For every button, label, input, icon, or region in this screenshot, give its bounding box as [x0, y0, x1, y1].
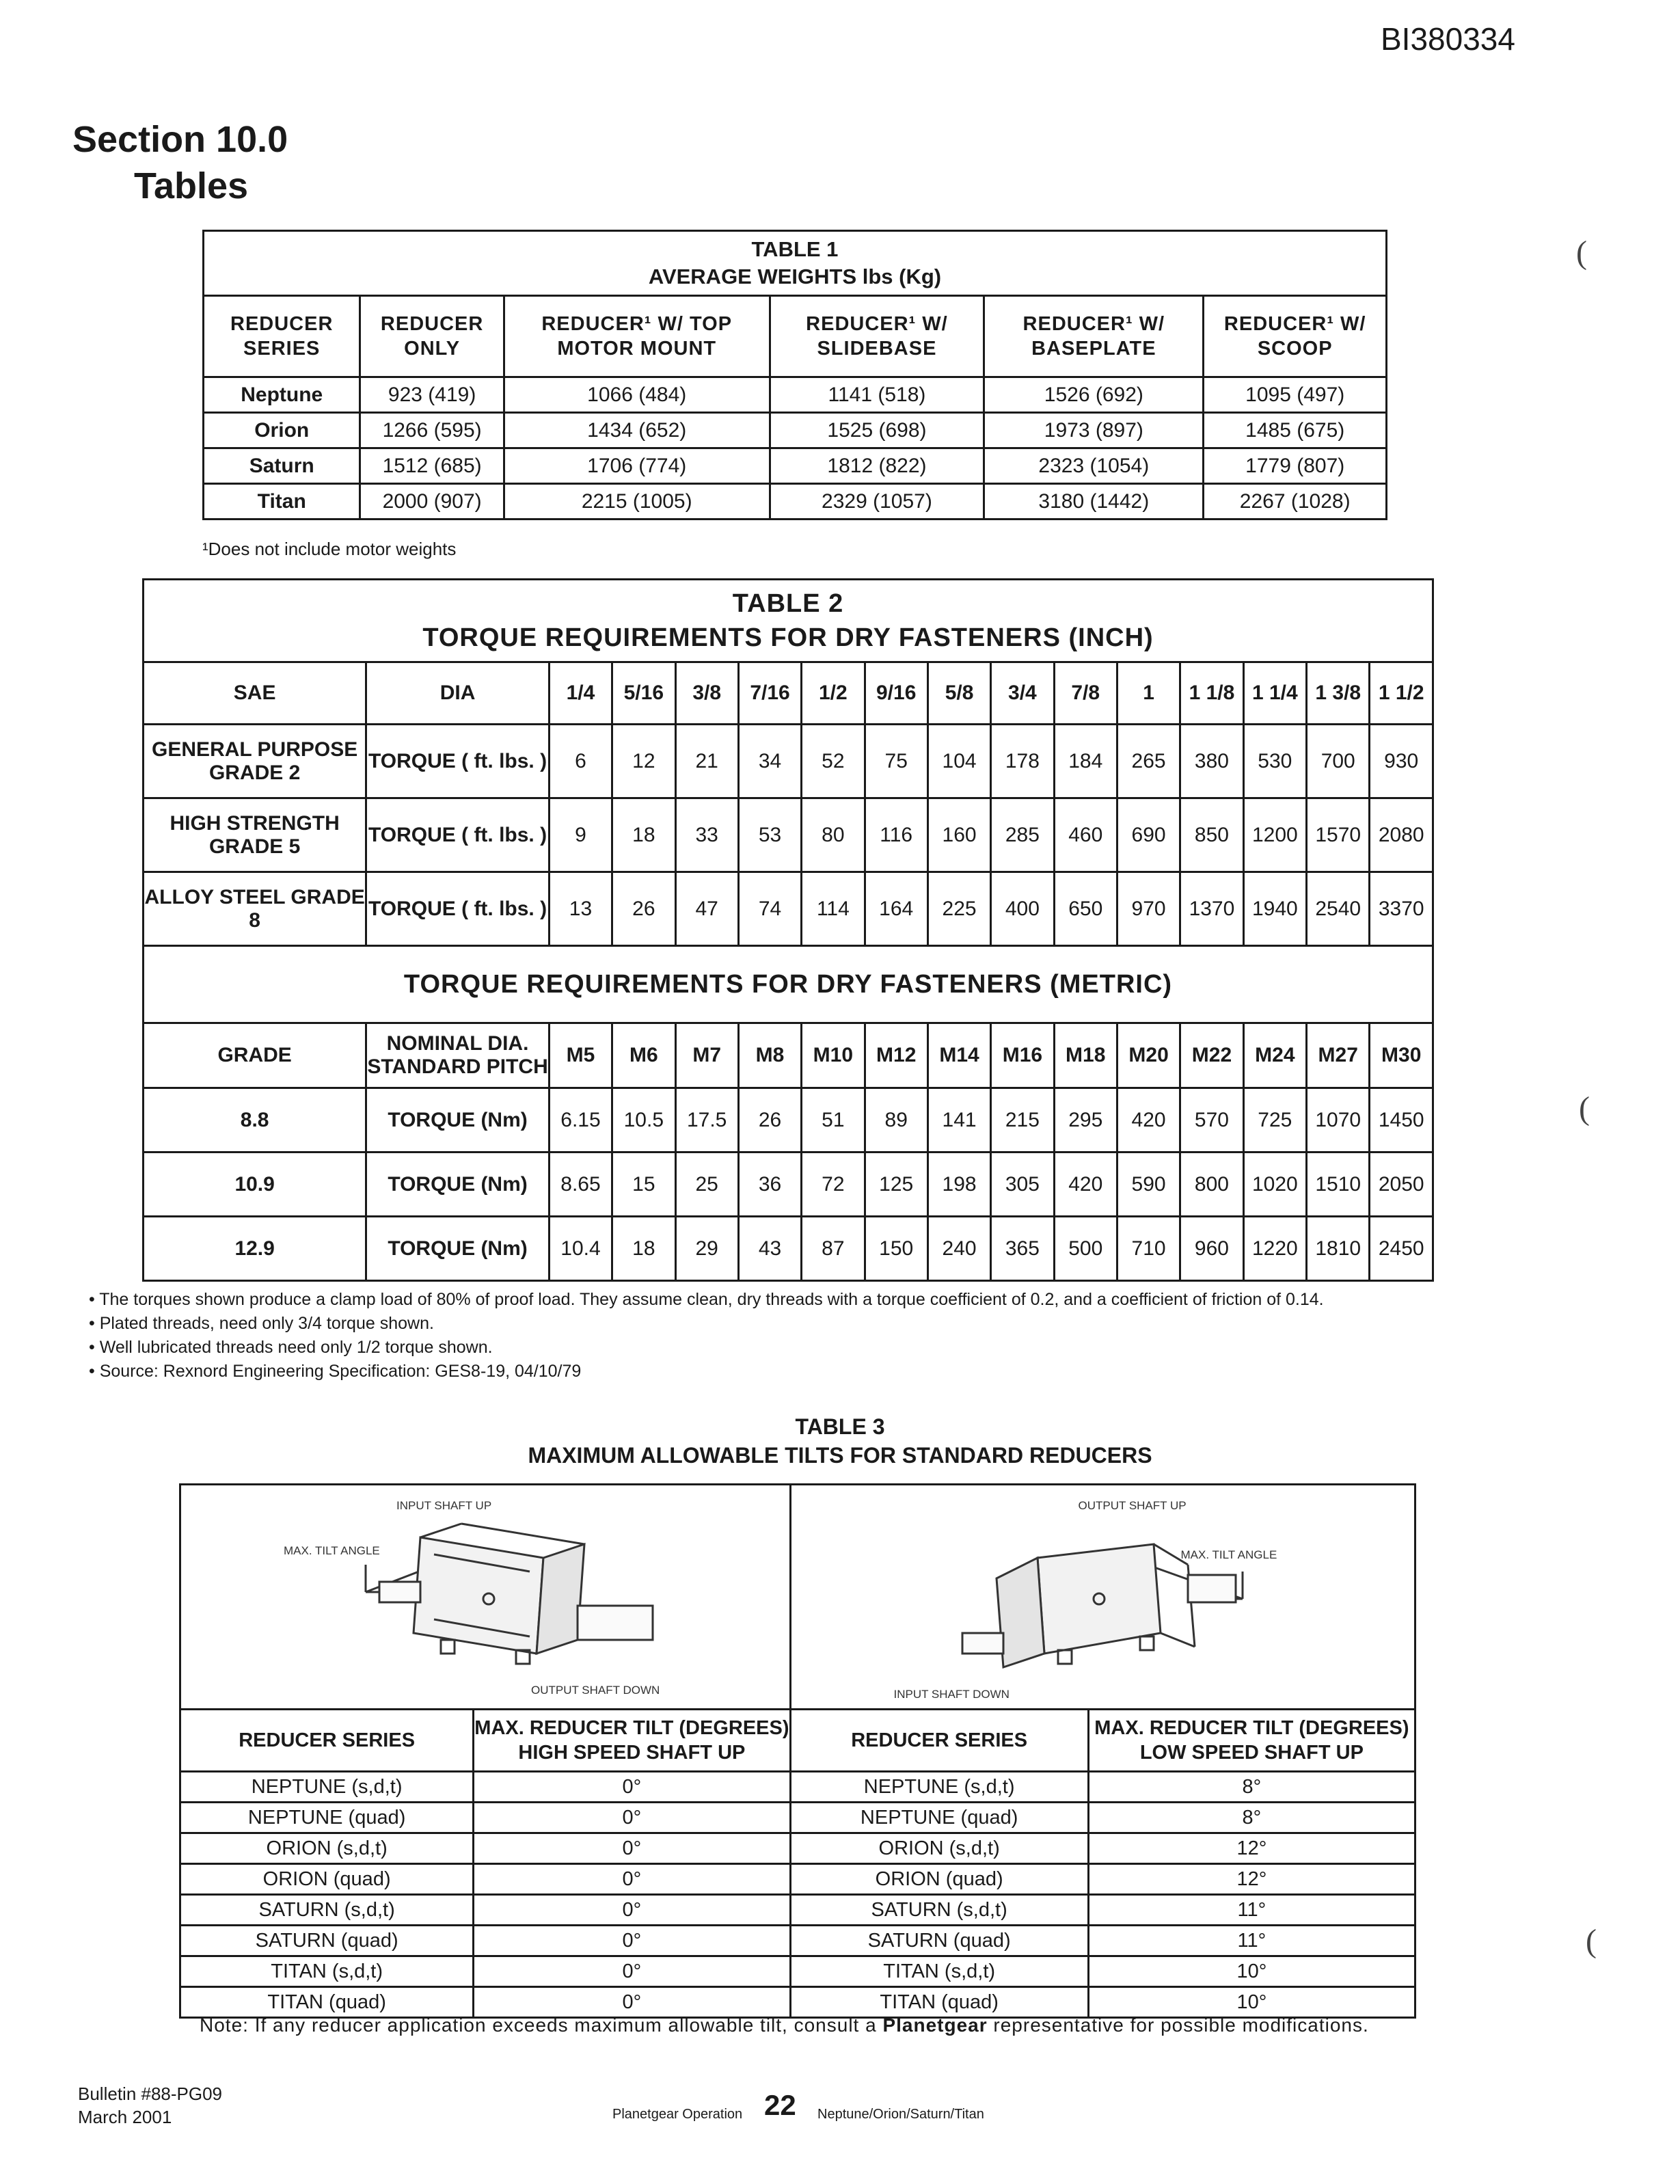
table-cell: 1512 (685) [360, 448, 504, 484]
row-label: TORQUE ( ft. lbs. ) [366, 872, 550, 946]
column-header: M8 [738, 1023, 801, 1088]
document-id: BI380334 [1381, 21, 1515, 57]
figure-label: OUTPUT SHAFT UP [1078, 1499, 1187, 1512]
table-row [180, 1864, 1415, 1895]
column-header: REDUCER¹ W/ SLIDEBASE [770, 296, 984, 377]
table1-caption-title: AVERAGE WEIGHTS lbs (Kg) [648, 265, 942, 288]
table-cell: 3180 (1442) [984, 484, 1204, 520]
table-cell: 2215 (1005) [504, 484, 770, 520]
table-cell: ORION (quad) [180, 1864, 474, 1895]
row-header: 10.9 [144, 1152, 366, 1217]
footer-bulletin [78, 2082, 222, 2129]
column-header: M5 [549, 1023, 612, 1088]
table-cell: 930 [1370, 725, 1433, 798]
row-header: Titan [204, 484, 360, 520]
table-cell: NEPTUNE (quad) [790, 1803, 1088, 1833]
table-cell: 923 (419) [360, 377, 504, 413]
table-cell: 1706 (774) [504, 448, 770, 484]
table-cell: 36 [738, 1152, 801, 1217]
margin-mark: ( [1579, 1090, 1590, 1127]
table-cell: NEPTUNE (quad) [180, 1803, 474, 1833]
table-cell: 1095 (497) [1204, 377, 1387, 413]
column-header: M27 [1307, 1023, 1370, 1088]
row-header: 12.9 [144, 1217, 366, 1281]
table1-caption [204, 231, 1387, 296]
table-cell: 2450 [1370, 1217, 1433, 1281]
table-row [144, 1152, 1433, 1217]
table-cell: 15 [612, 1152, 675, 1217]
column-header: REDUCER ONLY [360, 296, 504, 377]
table-cell: NEPTUNE (s,d,t) [790, 1772, 1088, 1803]
table-cell: TITAN (s,d,t) [790, 1956, 1088, 1987]
table-cell: TITAN (s,d,t) [180, 1956, 474, 1987]
column-header: 1 1/4 [1243, 662, 1306, 725]
table-cell: 12 [612, 725, 675, 798]
table-cell: 33 [675, 798, 738, 872]
table-cell: 0° [474, 1895, 790, 1926]
row-label: TORQUE (Nm) [366, 1217, 550, 1281]
table-row [144, 1217, 1433, 1281]
table-cell: 1070 [1307, 1088, 1370, 1152]
column-header: M22 [1180, 1023, 1243, 1088]
table-cell: 1525 (698) [770, 413, 984, 448]
section-title: Section 10.0 [72, 119, 288, 160]
table-cell: 26 [738, 1088, 801, 1152]
column-header: GRADE [144, 1023, 366, 1088]
column-header: M18 [1054, 1023, 1117, 1088]
table-cell: 420 [1054, 1152, 1117, 1217]
table-cell: 1200 [1243, 798, 1306, 872]
column-header: 1 1/2 [1370, 662, 1433, 725]
table-torque-requirements [142, 578, 1434, 1282]
table-cell: 700 [1307, 725, 1370, 798]
table-cell: NEPTUNE (s,d,t) [180, 1772, 474, 1803]
table-cell: 74 [738, 872, 801, 946]
table-cell: 650 [1054, 872, 1117, 946]
table-cell: 2000 (907) [360, 484, 504, 520]
column-header: M10 [802, 1023, 865, 1088]
table-cell: 215 [991, 1088, 1054, 1152]
column-header: NOMINAL DIA. STANDARD PITCH [366, 1023, 550, 1088]
table-cell: 43 [738, 1217, 801, 1281]
table-cell: 10.4 [549, 1217, 612, 1281]
table-cell: 460 [1054, 798, 1117, 872]
bulletin-number: Bulletin #88-PG09 [78, 2084, 223, 2104]
column-header: MAX. REDUCER TILT (DEGREES) HIGH SPEED SHAFT UP [474, 1710, 790, 1772]
table-cell: 34 [738, 725, 801, 798]
bulletin-date: March 2001 [78, 2107, 172, 2127]
table-row [144, 872, 1433, 946]
table2-caption-title: TORQUE REQUIREMENTS FOR DRY FASTENERS (INCH) [422, 623, 1154, 652]
table-cell: 6.15 [549, 1088, 612, 1152]
table-cell: 1526 (692) [984, 377, 1204, 413]
table-cell: 1450 [1370, 1088, 1433, 1152]
table-cell: 18 [612, 798, 675, 872]
table-cell: 0° [474, 1803, 790, 1833]
note-item: • The torques shown produce a clamp load of 80% of proof load. They assume clean, dry threads with a torque coefficient of 0.2, and a coefficient of friction of 0.14. [89, 1290, 1324, 1309]
column-header: 5/8 [927, 662, 990, 725]
table-cell: 710 [1117, 1217, 1180, 1281]
table2-metric-caption: TORQUE REQUIREMENTS FOR DRY FASTENERS (METRIC) [144, 946, 1433, 1023]
table-cell: 0° [474, 1926, 790, 1956]
table-cell: 960 [1180, 1217, 1243, 1281]
table-cell: 380 [1180, 725, 1243, 798]
table-row [180, 1987, 1415, 2018]
table-cell: 970 [1117, 872, 1180, 946]
table-cell: 29 [675, 1217, 738, 1281]
table-cell: 240 [927, 1217, 990, 1281]
table-cell: 420 [1117, 1088, 1180, 1152]
column-header: 7/16 [738, 662, 801, 725]
figure-output-shaft-up [790, 1485, 1415, 1710]
table-cell: 12° [1088, 1864, 1415, 1895]
figure-label: INPUT SHAFT UP [396, 1499, 492, 1512]
table-cell: 1020 [1243, 1152, 1306, 1217]
table-cell: 500 [1054, 1217, 1117, 1281]
table1-caption-number: TABLE 1 [751, 237, 839, 261]
table-row [180, 1926, 1415, 1956]
column-header: 1 1/8 [1180, 662, 1243, 725]
brand-name: Planetgear [882, 2014, 988, 2036]
table-cell: 9 [549, 798, 612, 872]
table-cell: ORION (s,d,t) [180, 1833, 474, 1864]
table-cell: 198 [927, 1152, 990, 1217]
figure-input-shaft-up [180, 1485, 791, 1710]
footer-operation: Planetgear Operation [612, 2107, 743, 2122]
table-cell: 21 [675, 725, 738, 798]
table2-caption-number: TABLE 2 [732, 589, 844, 618]
table-cell: 265 [1117, 725, 1180, 798]
column-header: REDUCER SERIES [204, 296, 360, 377]
table-cell: 285 [991, 798, 1054, 872]
table-cell: 725 [1243, 1088, 1306, 1152]
table-cell: 1266 (595) [360, 413, 504, 448]
table-cell: 0° [474, 1772, 790, 1803]
table3-caption [0, 1412, 1680, 1470]
table-cell: 10° [1088, 1987, 1415, 2018]
column-header: 9/16 [865, 662, 927, 725]
table-cell: 52 [802, 725, 865, 798]
column-header: 3/8 [675, 662, 738, 725]
table-cell: 305 [991, 1152, 1054, 1217]
note-text: Note: If any reducer application exceeds maximum allowable tilt, consult a [200, 2014, 883, 2036]
table-row [204, 413, 1387, 448]
note-item: • Plated threads, need only 3/4 torque shown. [89, 1314, 434, 1333]
reducer-tilt-diagram-left [338, 1517, 694, 1681]
table-cell: 89 [865, 1088, 927, 1152]
table-row [204, 377, 1387, 413]
table-cell: 530 [1243, 725, 1306, 798]
table-cell: 141 [927, 1088, 990, 1152]
table-cell: 1973 (897) [984, 413, 1204, 448]
table-cell: 26 [612, 872, 675, 946]
table-cell: 1779 (807) [1204, 448, 1387, 484]
table-cell: 8.65 [549, 1152, 612, 1217]
table-cell: 400 [991, 872, 1054, 946]
figure-label: OUTPUT SHAFT DOWN [531, 1684, 660, 1697]
column-header: MAX. REDUCER TILT (DEGREES) LOW SPEED SHAFT UP [1088, 1710, 1415, 1772]
table3-note [200, 2014, 1369, 2036]
table-cell: SATURN (s,d,t) [180, 1895, 474, 1926]
table-row [144, 725, 1433, 798]
table-cell: 570 [1180, 1088, 1243, 1152]
row-header: ALLOY STEEL GRADE 8 [144, 872, 366, 946]
row-label: TORQUE ( ft. lbs. ) [366, 798, 550, 872]
row-label: TORQUE (Nm) [366, 1152, 550, 1217]
table-row [144, 1088, 1433, 1152]
table-row [204, 484, 1387, 520]
column-header: M6 [612, 1023, 675, 1088]
table-cell: 0° [474, 1833, 790, 1864]
table-average-weights [202, 230, 1387, 520]
table-cell: 8° [1088, 1772, 1415, 1803]
table-cell: 1220 [1243, 1217, 1306, 1281]
section-subtitle: Tables [134, 165, 249, 206]
column-header: M30 [1370, 1023, 1433, 1088]
table-cell: 800 [1180, 1152, 1243, 1217]
table-row [180, 1833, 1415, 1864]
column-header: 3/4 [991, 662, 1054, 725]
row-label: TORQUE (Nm) [366, 1088, 550, 1152]
column-header: M24 [1243, 1023, 1306, 1088]
table-cell: 225 [927, 872, 990, 946]
figure-label: INPUT SHAFT DOWN [893, 1688, 1010, 1701]
column-header: REDUCER¹ W/ BASEPLATE [984, 296, 1204, 377]
table-cell: 10.5 [612, 1088, 675, 1152]
row-header: Neptune [204, 377, 360, 413]
table-cell: 116 [865, 798, 927, 872]
table-cell: 0° [474, 1864, 790, 1895]
table-row [180, 1803, 1415, 1833]
table-cell: SATURN (quad) [790, 1926, 1088, 1956]
table-cell: 87 [802, 1217, 865, 1281]
row-header: Orion [204, 413, 360, 448]
column-header: 5/16 [612, 662, 675, 725]
row-label: TORQUE ( ft. lbs. ) [366, 725, 550, 798]
table-cell: 1485 (675) [1204, 413, 1387, 448]
table-cell: 1570 [1307, 798, 1370, 872]
table-cell: 850 [1180, 798, 1243, 872]
table3-caption-title: MAXIMUM ALLOWABLE TILTS FOR STANDARD REDUCERS [528, 1443, 1152, 1468]
table-cell: 2050 [1370, 1152, 1433, 1217]
column-header: 1 3/8 [1307, 662, 1370, 725]
table-cell: 2267 (1028) [1204, 484, 1387, 520]
table-cell: 75 [865, 725, 927, 798]
column-header: M14 [927, 1023, 990, 1088]
column-header: 7/8 [1054, 662, 1117, 725]
footer-products: Neptune/Orion/Saturn/Titan [817, 2107, 984, 2122]
table2-notes [89, 1288, 1324, 1384]
table-cell: 1434 (652) [504, 413, 770, 448]
table-cell: ORION (s,d,t) [790, 1833, 1088, 1864]
table-cell: 178 [991, 725, 1054, 798]
table3-caption-number: TABLE 3 [795, 1414, 885, 1439]
table-cell: 72 [802, 1152, 865, 1217]
table-row [204, 448, 1387, 484]
table-cell: 10° [1088, 1956, 1415, 1987]
table2-caption [144, 580, 1433, 662]
table-cell: SATURN (quad) [180, 1926, 474, 1956]
table-cell: 53 [738, 798, 801, 872]
margin-mark: ( [1576, 234, 1587, 271]
column-header: 1 [1117, 662, 1180, 725]
column-header: 1/2 [802, 662, 865, 725]
table-cell: 184 [1054, 725, 1117, 798]
table-cell: 18 [612, 1217, 675, 1281]
row-header: 8.8 [144, 1088, 366, 1152]
table-cell: 1370 [1180, 872, 1243, 946]
column-header: REDUCER SERIES [180, 1710, 474, 1772]
table-row [144, 798, 1433, 872]
row-header: HIGH STRENGTH GRADE 5 [144, 798, 366, 872]
table-max-tilts [179, 1483, 1416, 2019]
table-cell: 2080 [1370, 798, 1433, 872]
table-cell: 1510 [1307, 1152, 1370, 1217]
table-cell: 150 [865, 1217, 927, 1281]
table-cell: 1810 [1307, 1217, 1370, 1281]
table-cell: 11° [1088, 1926, 1415, 1956]
table-cell: 6 [549, 725, 612, 798]
table-cell: 2329 (1057) [770, 484, 984, 520]
table-cell: SATURN (s,d,t) [790, 1895, 1088, 1926]
row-header: Saturn [204, 448, 360, 484]
table-cell: 2540 [1307, 872, 1370, 946]
figure-label: MAX. TILT ANGLE [284, 1544, 380, 1557]
table-row [180, 1956, 1415, 1987]
table-row [180, 1772, 1415, 1803]
table-cell: 0° [474, 1987, 790, 2018]
note-text: representative for possible modifications. [987, 2014, 1369, 2036]
table-cell: 160 [927, 798, 990, 872]
table-cell: 80 [802, 798, 865, 872]
table-cell: 365 [991, 1217, 1054, 1281]
column-header: REDUCER SERIES [790, 1710, 1088, 1772]
table-cell: 25 [675, 1152, 738, 1217]
table-cell: 3370 [1370, 872, 1433, 946]
figure-label: MAX. TILT ANGLE [1180, 1548, 1277, 1561]
table-cell: 164 [865, 872, 927, 946]
table-cell: 47 [675, 872, 738, 946]
table-cell: 125 [865, 1152, 927, 1217]
page-number: 22 [764, 2089, 796, 2121]
section-heading [72, 116, 288, 209]
table-cell: 0° [474, 1956, 790, 1987]
column-header: M16 [991, 1023, 1054, 1088]
column-header: DIA [366, 662, 550, 725]
table-cell: 12° [1088, 1833, 1415, 1864]
column-header: REDUCER¹ W/ TOP MOTOR MOUNT [504, 296, 770, 377]
column-header: 1/4 [549, 662, 612, 725]
table-cell: 17.5 [675, 1088, 738, 1152]
table-cell: 590 [1117, 1152, 1180, 1217]
table-cell: 51 [802, 1088, 865, 1152]
column-header: M7 [675, 1023, 738, 1088]
column-header: SAE [144, 662, 366, 725]
row-header: GENERAL PURPOSE GRADE 2 [144, 725, 366, 798]
table-cell: 104 [927, 725, 990, 798]
note-item: • Source: Rexnord Engineering Specification: GES8-19, 04/10/79 [89, 1362, 582, 1381]
table-cell: 1066 (484) [504, 377, 770, 413]
table-cell: 1940 [1243, 872, 1306, 946]
column-header: REDUCER¹ W/ SCOOP [1204, 296, 1387, 377]
table-cell: TITAN (quad) [790, 1987, 1088, 2018]
table-row [180, 1895, 1415, 1926]
reducer-tilt-diagram-right [942, 1517, 1297, 1681]
table-cell: 690 [1117, 798, 1180, 872]
table-cell: ORION (quad) [790, 1864, 1088, 1895]
table-cell: 295 [1054, 1088, 1117, 1152]
table-cell: 2323 (1054) [984, 448, 1204, 484]
table-cell: 8° [1088, 1803, 1415, 1833]
table-cell: 11° [1088, 1895, 1415, 1926]
table-cell: 114 [802, 872, 865, 946]
column-header: M20 [1117, 1023, 1180, 1088]
table-cell: 1812 (822) [770, 448, 984, 484]
margin-mark: ( [1586, 1923, 1597, 1959]
table-cell: 13 [549, 872, 612, 946]
note-item: • Well lubricated threads need only 1/2 torque shown. [89, 1338, 493, 1357]
table-cell: 1141 (518) [770, 377, 984, 413]
column-header: M12 [865, 1023, 927, 1088]
table1-footnote: ¹Does not include motor weights [202, 539, 457, 559]
table-cell: TITAN (quad) [180, 1987, 474, 2018]
